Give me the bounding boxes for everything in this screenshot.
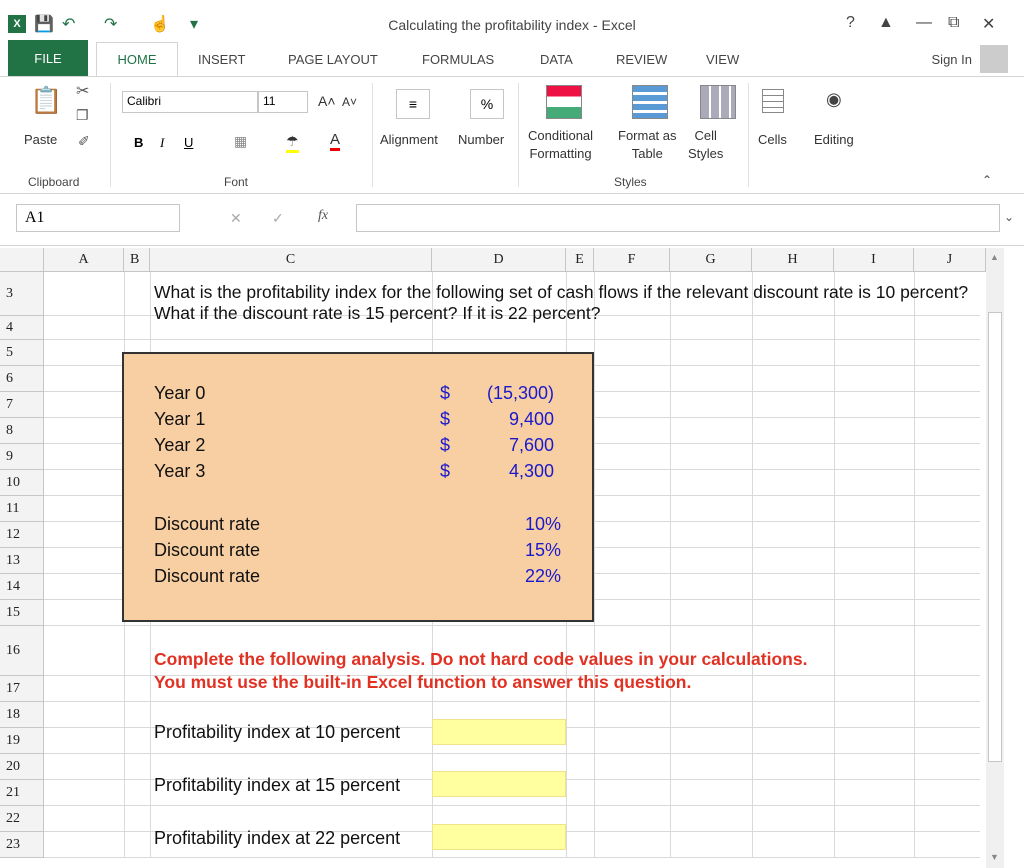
scroll-down-icon[interactable]: ▼ [990, 852, 999, 862]
gridline-horizontal [44, 339, 980, 340]
decrease-font-icon[interactable]: A˅ [342, 95, 358, 109]
gridline-vertical [594, 272, 595, 858]
gridline-horizontal [44, 857, 980, 858]
collapse-ribbon-icon[interactable]: ⌃ [982, 173, 993, 187]
gridline-horizontal [44, 625, 980, 626]
column-header-e[interactable]: E [566, 248, 594, 272]
formula-bar [0, 196, 1024, 246]
name-box[interactable]: A1 [16, 204, 180, 232]
font-color-icon[interactable]: A [330, 131, 340, 151]
tab-view[interactable]: VIEW [706, 52, 740, 67]
divider [372, 83, 373, 187]
ribbon-tabs [0, 40, 1024, 76]
paste-button[interactable]: Paste [24, 132, 58, 147]
undo-icon[interactable]: ↶ [62, 16, 76, 33]
instruction-line-2: You must use the built-in Excel function to answer this question. [154, 672, 692, 692]
column-header-c[interactable]: C [150, 248, 432, 272]
fill-color-icon[interactable]: ☂ [286, 133, 299, 153]
find-binoculars-icon[interactable]: ◉ [826, 89, 842, 109]
instruction-note [154, 648, 807, 694]
instruction-line-1: Complete the following analysis. Do not hard code values in your calculations. [154, 649, 808, 669]
gridline-horizontal [44, 805, 980, 806]
discount-rate-value[interactable]: 10% [524, 514, 561, 534]
divider [518, 83, 519, 187]
borders-icon[interactable]: ▦ [234, 133, 248, 149]
cash-flow-value[interactable]: 7,600 [508, 435, 554, 455]
alignment-button[interactable]: Alignment [380, 132, 438, 147]
column-header-b[interactable]: B [124, 248, 150, 272]
row-header-23[interactable]: 23 [0, 832, 44, 858]
cash-flow-value[interactable]: (15,300) [486, 383, 554, 403]
window-title: Calculating the profitability index - Excel [388, 17, 636, 33]
format-as-table-icon[interactable] [632, 85, 668, 119]
cells-icon[interactable] [762, 89, 784, 113]
row-header-5[interactable]: 5 [0, 340, 44, 366]
number-button[interactable]: Number [458, 132, 505, 147]
formula-input[interactable] [356, 204, 1000, 232]
tab-formulas[interactable]: FORMULAS [422, 52, 495, 67]
answer-label[interactable]: Profitability index at 10 percent [154, 722, 401, 742]
customize-quick-access-icon[interactable]: ▾ [190, 16, 199, 33]
vertical-scrollbar[interactable] [986, 248, 1004, 868]
question-text: What is the profitability index for the following set of cash flows if the relevant discount rate is 10 percent? What if the discount rate is 15 percent? If it is 22 percent? [154, 282, 969, 323]
row-header-6[interactable]: 6 [0, 366, 44, 392]
gridline-horizontal [44, 701, 980, 702]
insert-function-button[interactable]: fx [318, 208, 329, 223]
format-as-table-button[interactable]: Format as Table [618, 128, 677, 161]
row-header-18[interactable]: 18 [0, 702, 44, 728]
paste-icon[interactable]: 📋 [30, 85, 63, 115]
answer-cell-10[interactable] [432, 719, 566, 745]
divider [748, 83, 749, 187]
answer-label[interactable]: Profitability index at 22 percent [154, 828, 401, 848]
row-header-16[interactable]: 16 [0, 626, 44, 676]
dollar-sign[interactable]: $ [440, 461, 451, 481]
dollar-sign[interactable]: $ [440, 383, 451, 403]
clipboard-group-label: Clipboard [28, 175, 80, 189]
title-bar [0, 0, 1024, 40]
tab-review[interactable]: REVIEW [616, 52, 668, 67]
row-header-22[interactable]: 22 [0, 806, 44, 832]
gridline-vertical [914, 272, 915, 858]
discount-rate-label[interactable]: Discount rate [154, 540, 261, 560]
underline-button[interactable]: U [184, 135, 194, 150]
conditional-formatting-button[interactable]: Conditional Formatting [528, 128, 594, 161]
save-icon[interactable]: 💾 [34, 16, 54, 33]
gridline-horizontal [44, 753, 980, 754]
answer-cell-22[interactable] [432, 824, 566, 850]
row-header-20[interactable]: 20 [0, 754, 44, 780]
discount-rate-label[interactable]: Discount rate [154, 566, 261, 586]
column-header-f[interactable]: F [594, 248, 670, 272]
cells-button[interactable]: Cells [758, 132, 787, 147]
dollar-sign[interactable]: $ [440, 409, 451, 429]
italic-button[interactable]: I [160, 135, 165, 150]
row-header-9[interactable]: 9 [0, 444, 44, 470]
increase-font-icon[interactable]: A˄ [318, 93, 336, 109]
column-header-j[interactable]: J [914, 248, 986, 272]
cut-icon[interactable]: ✂ [76, 83, 90, 100]
column-header-h[interactable]: H [752, 248, 834, 272]
cash-flow-label[interactable]: Year 0 [154, 383, 206, 403]
font-name-field[interactable]: Calibri [122, 91, 258, 113]
dollar-sign[interactable]: $ [440, 435, 451, 455]
tab-data[interactable]: DATA [540, 52, 573, 67]
column-header-a[interactable]: A [44, 248, 124, 272]
alignment-icon[interactable]: ≡ [396, 89, 430, 119]
copy-icon[interactable]: ❐ [76, 107, 89, 123]
conditional-formatting-icon[interactable] [546, 85, 582, 119]
styles-group-label: Styles [614, 175, 647, 189]
redo-icon[interactable]: ↷ [104, 16, 118, 33]
discount-rate-value[interactable]: 15% [524, 540, 561, 560]
answer-cell-15[interactable] [432, 771, 566, 797]
expand-formula-bar-icon[interactable]: ⌄ [1004, 210, 1015, 224]
tab-file[interactable]: FILE [8, 40, 88, 76]
touch-mode-icon[interactable]: ☝ [150, 16, 170, 33]
divider [110, 83, 111, 187]
column-header-g[interactable]: G [670, 248, 752, 272]
select-all-corner[interactable] [0, 248, 44, 272]
row-header-11[interactable]: 11 [0, 496, 44, 522]
cell-styles-button[interactable]: Cell Styles [688, 128, 724, 161]
bold-button[interactable]: B [134, 135, 144, 150]
enter-icon[interactable]: ✓ [272, 210, 284, 226]
gridline-vertical [752, 272, 753, 858]
row-header-8[interactable]: 8 [0, 418, 44, 444]
row-header-7[interactable]: 7 [0, 392, 44, 418]
ribbon [0, 76, 1024, 194]
row-header-10[interactable]: 10 [0, 470, 44, 496]
help-button[interactable]: ? [846, 14, 855, 31]
percent-icon[interactable]: % [470, 89, 504, 119]
ribbon-display-options-icon[interactable]: ▲ [878, 14, 894, 31]
sign-in-link[interactable]: Sign In [931, 52, 972, 67]
excel-logo-icon: X [8, 15, 26, 33]
worksheet-grid[interactable] [0, 248, 1004, 868]
cash-flow-label[interactable]: Year 3 [154, 461, 206, 481]
row-header-4[interactable]: 4 [0, 316, 44, 340]
cash-flow-value[interactable]: 9,400 [508, 409, 554, 429]
font-group-label: Font [224, 175, 249, 189]
cell-styles-icon[interactable] [700, 85, 736, 119]
close-icon[interactable]: ✕ [982, 16, 996, 33]
row-header-19[interactable]: 19 [0, 728, 44, 754]
row-header-3[interactable]: 3 [0, 272, 44, 316]
column-header-i[interactable]: I [834, 248, 914, 272]
row-header-12[interactable]: 12 [0, 522, 44, 548]
editing-button[interactable]: Editing [814, 132, 854, 147]
discount-rate-label[interactable]: Discount rate [154, 514, 261, 534]
cash-flow-label[interactable]: Year 2 [154, 435, 206, 455]
format-painter-icon[interactable]: ✐ [78, 133, 90, 149]
cancel-icon[interactable]: ✕ [230, 210, 242, 226]
cash-flow-value[interactable]: 4,300 [508, 461, 554, 481]
row-header-17[interactable]: 17 [0, 676, 44, 702]
cash-flow-label[interactable]: Year 1 [154, 409, 206, 429]
avatar[interactable] [980, 45, 1008, 73]
row-header-13[interactable]: 13 [0, 548, 44, 574]
tab-page-layout[interactable]: PAGE LAYOUT [288, 52, 378, 67]
gridline-vertical [670, 272, 671, 858]
answer-label[interactable]: Profitability index at 15 percent [154, 775, 401, 795]
scrollbar-thumb[interactable] [988, 312, 1002, 762]
tab-insert[interactable]: INSERT [198, 52, 246, 67]
column-header-d[interactable]: D [432, 248, 566, 272]
row-header-15[interactable]: 15 [0, 600, 44, 626]
row-header-14[interactable]: 14 [0, 574, 44, 600]
tab-home[interactable]: HOME [96, 42, 178, 78]
gridline-vertical [834, 272, 835, 858]
scroll-up-icon[interactable]: ▲ [990, 252, 999, 262]
font-size-field[interactable]: 11 [258, 91, 308, 113]
row-header-21[interactable]: 21 [0, 780, 44, 806]
restore-icon[interactable]: ⧉ [948, 14, 960, 31]
discount-rate-value[interactable]: 22% [524, 566, 561, 586]
minimize-icon[interactable]: — [916, 14, 932, 31]
